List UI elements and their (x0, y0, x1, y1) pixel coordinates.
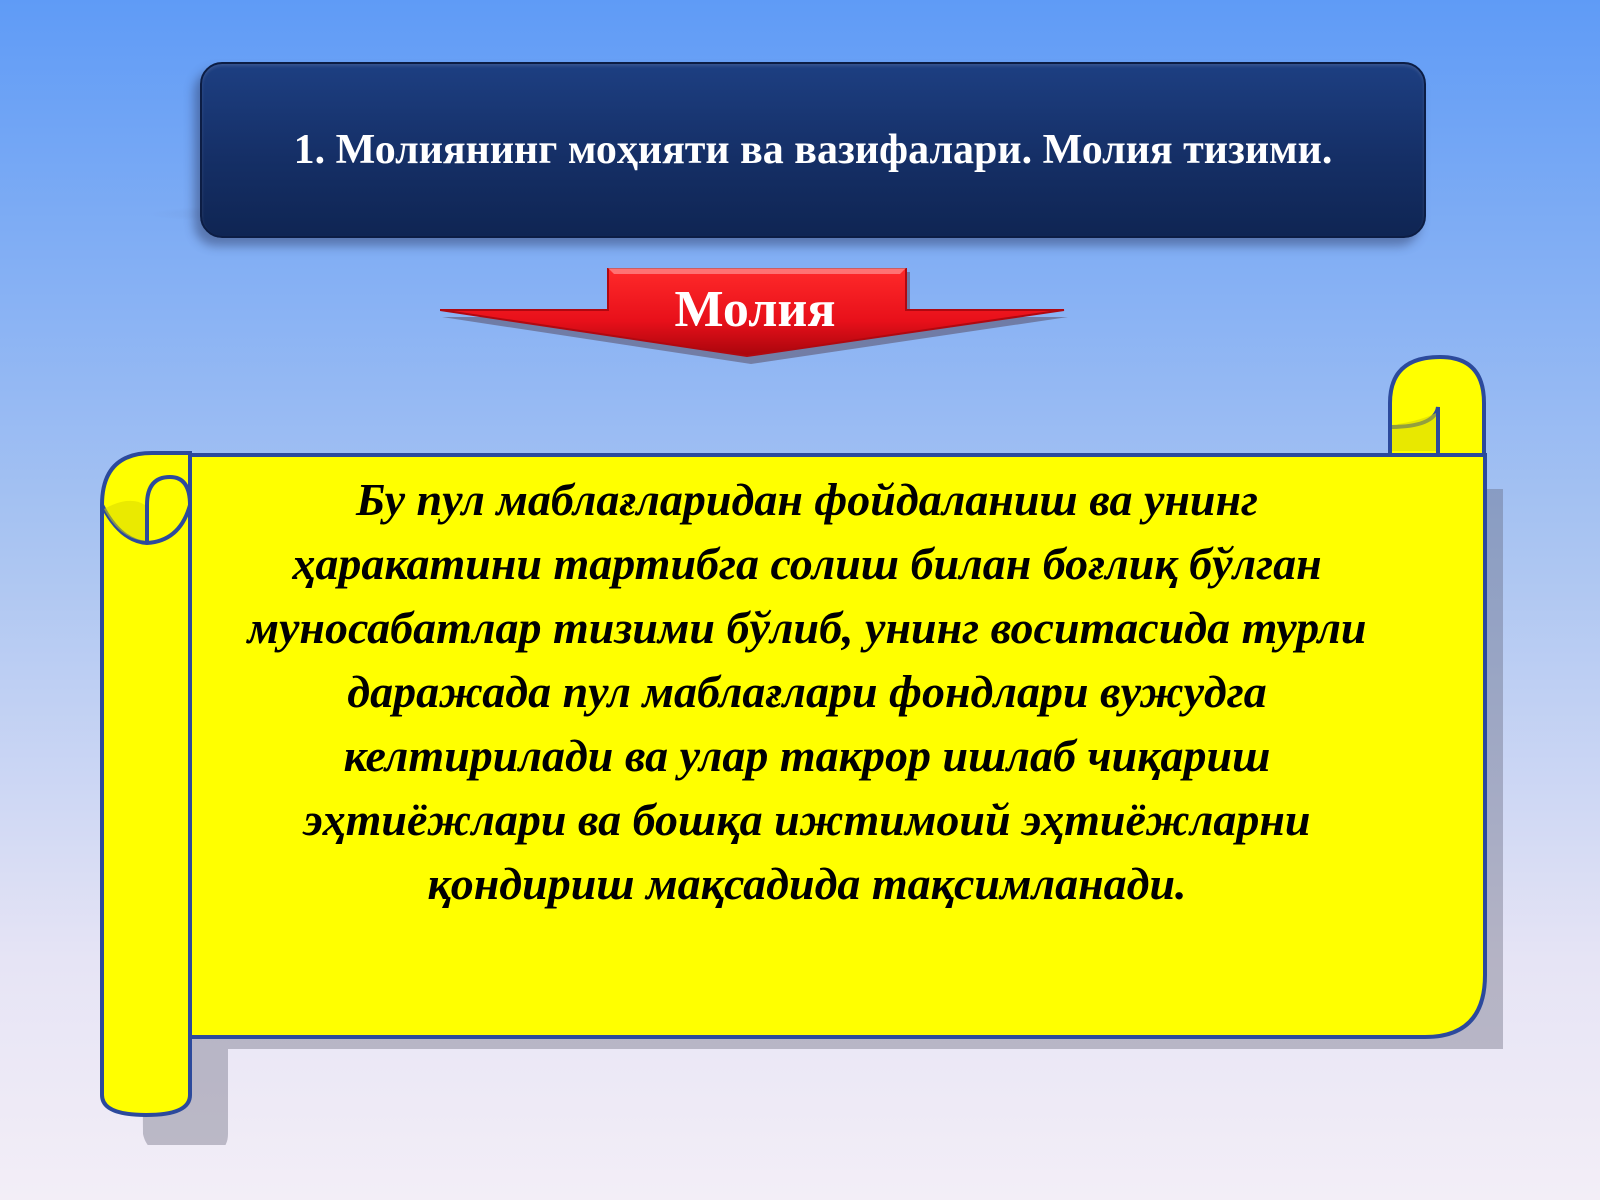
definition-text: Бу пул маблағларидан фойдаланиш ва унинг ҳаракатини тартибга солиш билан боғлиқ бўлган муносабатлар тизими бўлиб, унинг воситасида турли даражада пул маблағлари фондлари вужудга келтирилади ва улар такрор ишлаб чиқариш эҳтиёжлари ва бошқа ижтимоий эҳтиёжларни қондириш мақсадида тақсимланади. (247, 474, 1367, 909)
slide-title: 1. Молиянинг моҳияти ва вазифалари. Молия тизими. (293, 127, 1333, 173)
title-box (200, 62, 1426, 238)
arrow-label: Молия (674, 281, 836, 338)
